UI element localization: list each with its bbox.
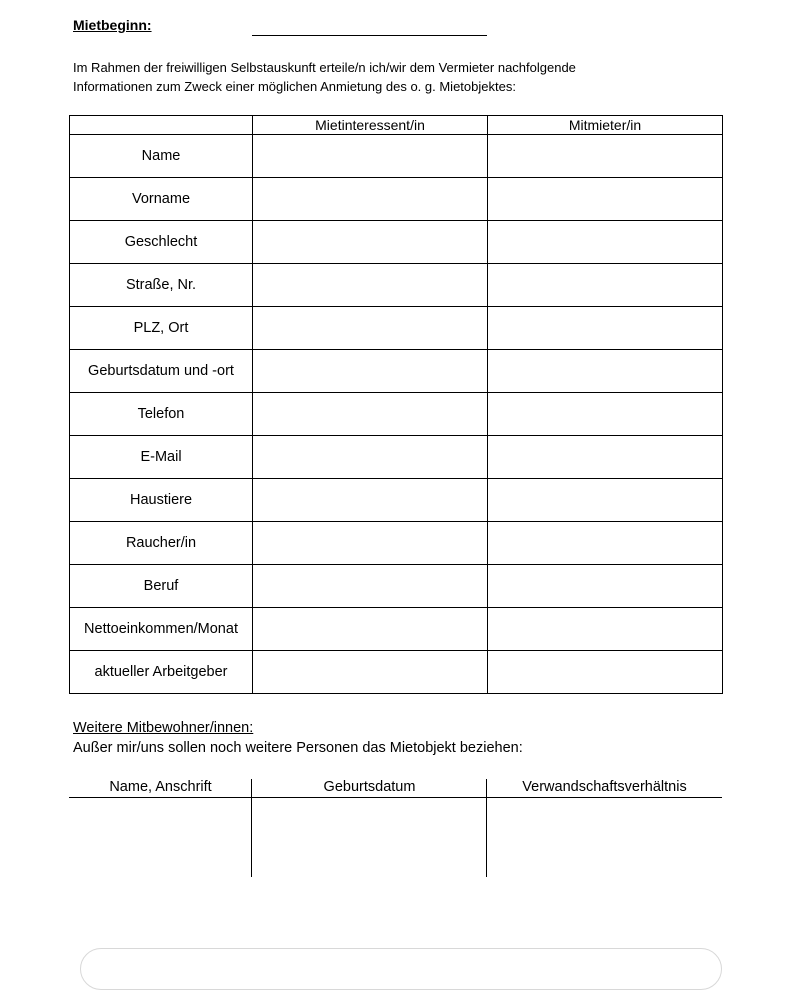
table-row <box>70 479 723 522</box>
applicant-input-cell[interactable] <box>253 436 488 479</box>
header-cell-blank <box>70 116 253 135</box>
section-title-cohabitants: Weitere Mitbewohner/innen: <box>73 720 254 736</box>
row-label: aktueller Arbeitgeber <box>70 651 253 694</box>
co-tenant-input-cell[interactable] <box>488 608 723 651</box>
cohabitant-name-field[interactable] <box>69 800 251 877</box>
applicant-input-cell[interactable] <box>253 307 488 350</box>
row-label: Nettoeinkommen/Monat <box>70 608 253 651</box>
applicant-input-cell[interactable] <box>253 178 488 221</box>
row-label: Raucher/in <box>70 522 253 565</box>
co-tenant-input-cell[interactable] <box>488 264 723 307</box>
row-label: Haustiere <box>70 479 253 522</box>
co-tenant-input-cell[interactable] <box>488 221 723 264</box>
table-row <box>70 565 723 608</box>
table-row <box>70 350 723 393</box>
start-date-field-line[interactable] <box>252 35 487 36</box>
applicant-table <box>69 115 723 694</box>
applicant-input-cell[interactable] <box>253 221 488 264</box>
column-header-relationship: Verwandschaftsverhältnis <box>522 779 687 795</box>
cohabitant-birthdate-field[interactable] <box>253 800 486 877</box>
co-tenant-input-cell[interactable] <box>488 522 723 565</box>
row-label: Vorname <box>70 178 253 221</box>
column-header-birthdate: Geburtsdatum <box>323 779 416 795</box>
co-tenant-input-cell[interactable] <box>488 651 723 694</box>
table-row <box>70 608 723 651</box>
cohabitant-relationship-field[interactable] <box>488 800 722 877</box>
table-row <box>70 178 723 221</box>
co-tenant-input-cell[interactable] <box>488 350 723 393</box>
applicant-input-cell[interactable] <box>253 651 488 694</box>
co-tenant-input-cell[interactable] <box>488 565 723 608</box>
table-row <box>70 307 723 350</box>
table-row <box>70 651 723 694</box>
header-cell-applicant: Mietinteressent/in <box>253 116 488 135</box>
applicant-input-cell[interactable] <box>253 565 488 608</box>
table-row <box>70 393 723 436</box>
co-tenant-input-cell[interactable] <box>488 178 723 221</box>
row-label: Beruf <box>70 565 253 608</box>
applicant-input-cell[interactable] <box>253 264 488 307</box>
intro-line-2: Informationen zum Zweck einer möglichen Anmietung des o. g. Mietobjektes: <box>73 79 516 94</box>
header-underline <box>69 797 722 798</box>
column-divider <box>486 779 487 877</box>
co-tenant-input-cell[interactable] <box>488 479 723 522</box>
row-label: Name <box>70 135 253 178</box>
applicant-input-cell[interactable] <box>253 350 488 393</box>
section-description: Außer mir/uns sollen noch weitere Personen das Mietobjekt beziehen: <box>73 740 523 756</box>
co-tenant-input-cell[interactable] <box>488 393 723 436</box>
page-edge-decoration <box>80 948 722 990</box>
co-tenant-input-cell[interactable] <box>488 135 723 178</box>
header-cell-co-tenant: Mitmieter/in <box>488 116 723 135</box>
row-label: E-Mail <box>70 436 253 479</box>
intro-line-1: Im Rahmen der freiwilligen Selbstauskunft erteile/n ich/wir dem Vermieter nachfolgende <box>73 60 576 75</box>
page-title: Mietbeginn: <box>73 17 152 33</box>
row-label: Straße, Nr. <box>70 264 253 307</box>
applicant-input-cell[interactable] <box>253 135 488 178</box>
table-header-row <box>70 116 723 135</box>
row-label: PLZ, Ort <box>70 307 253 350</box>
table-row <box>70 135 723 178</box>
column-header-name-address: Name, Anschrift <box>109 779 212 795</box>
co-tenant-input-cell[interactable] <box>488 436 723 479</box>
applicant-input-cell[interactable] <box>253 479 488 522</box>
table-row <box>70 436 723 479</box>
row-label: Geburtsdatum und -ort <box>70 350 253 393</box>
row-label: Telefon <box>70 393 253 436</box>
applicant-input-cell[interactable] <box>253 393 488 436</box>
table-row <box>70 264 723 307</box>
column-divider <box>251 779 252 877</box>
applicant-input-cell[interactable] <box>253 522 488 565</box>
applicant-input-cell[interactable] <box>253 608 488 651</box>
table-row <box>70 522 723 565</box>
co-tenant-input-cell[interactable] <box>488 307 723 350</box>
row-label: Geschlecht <box>70 221 253 264</box>
table-row <box>70 221 723 264</box>
intro-text <box>73 58 576 96</box>
